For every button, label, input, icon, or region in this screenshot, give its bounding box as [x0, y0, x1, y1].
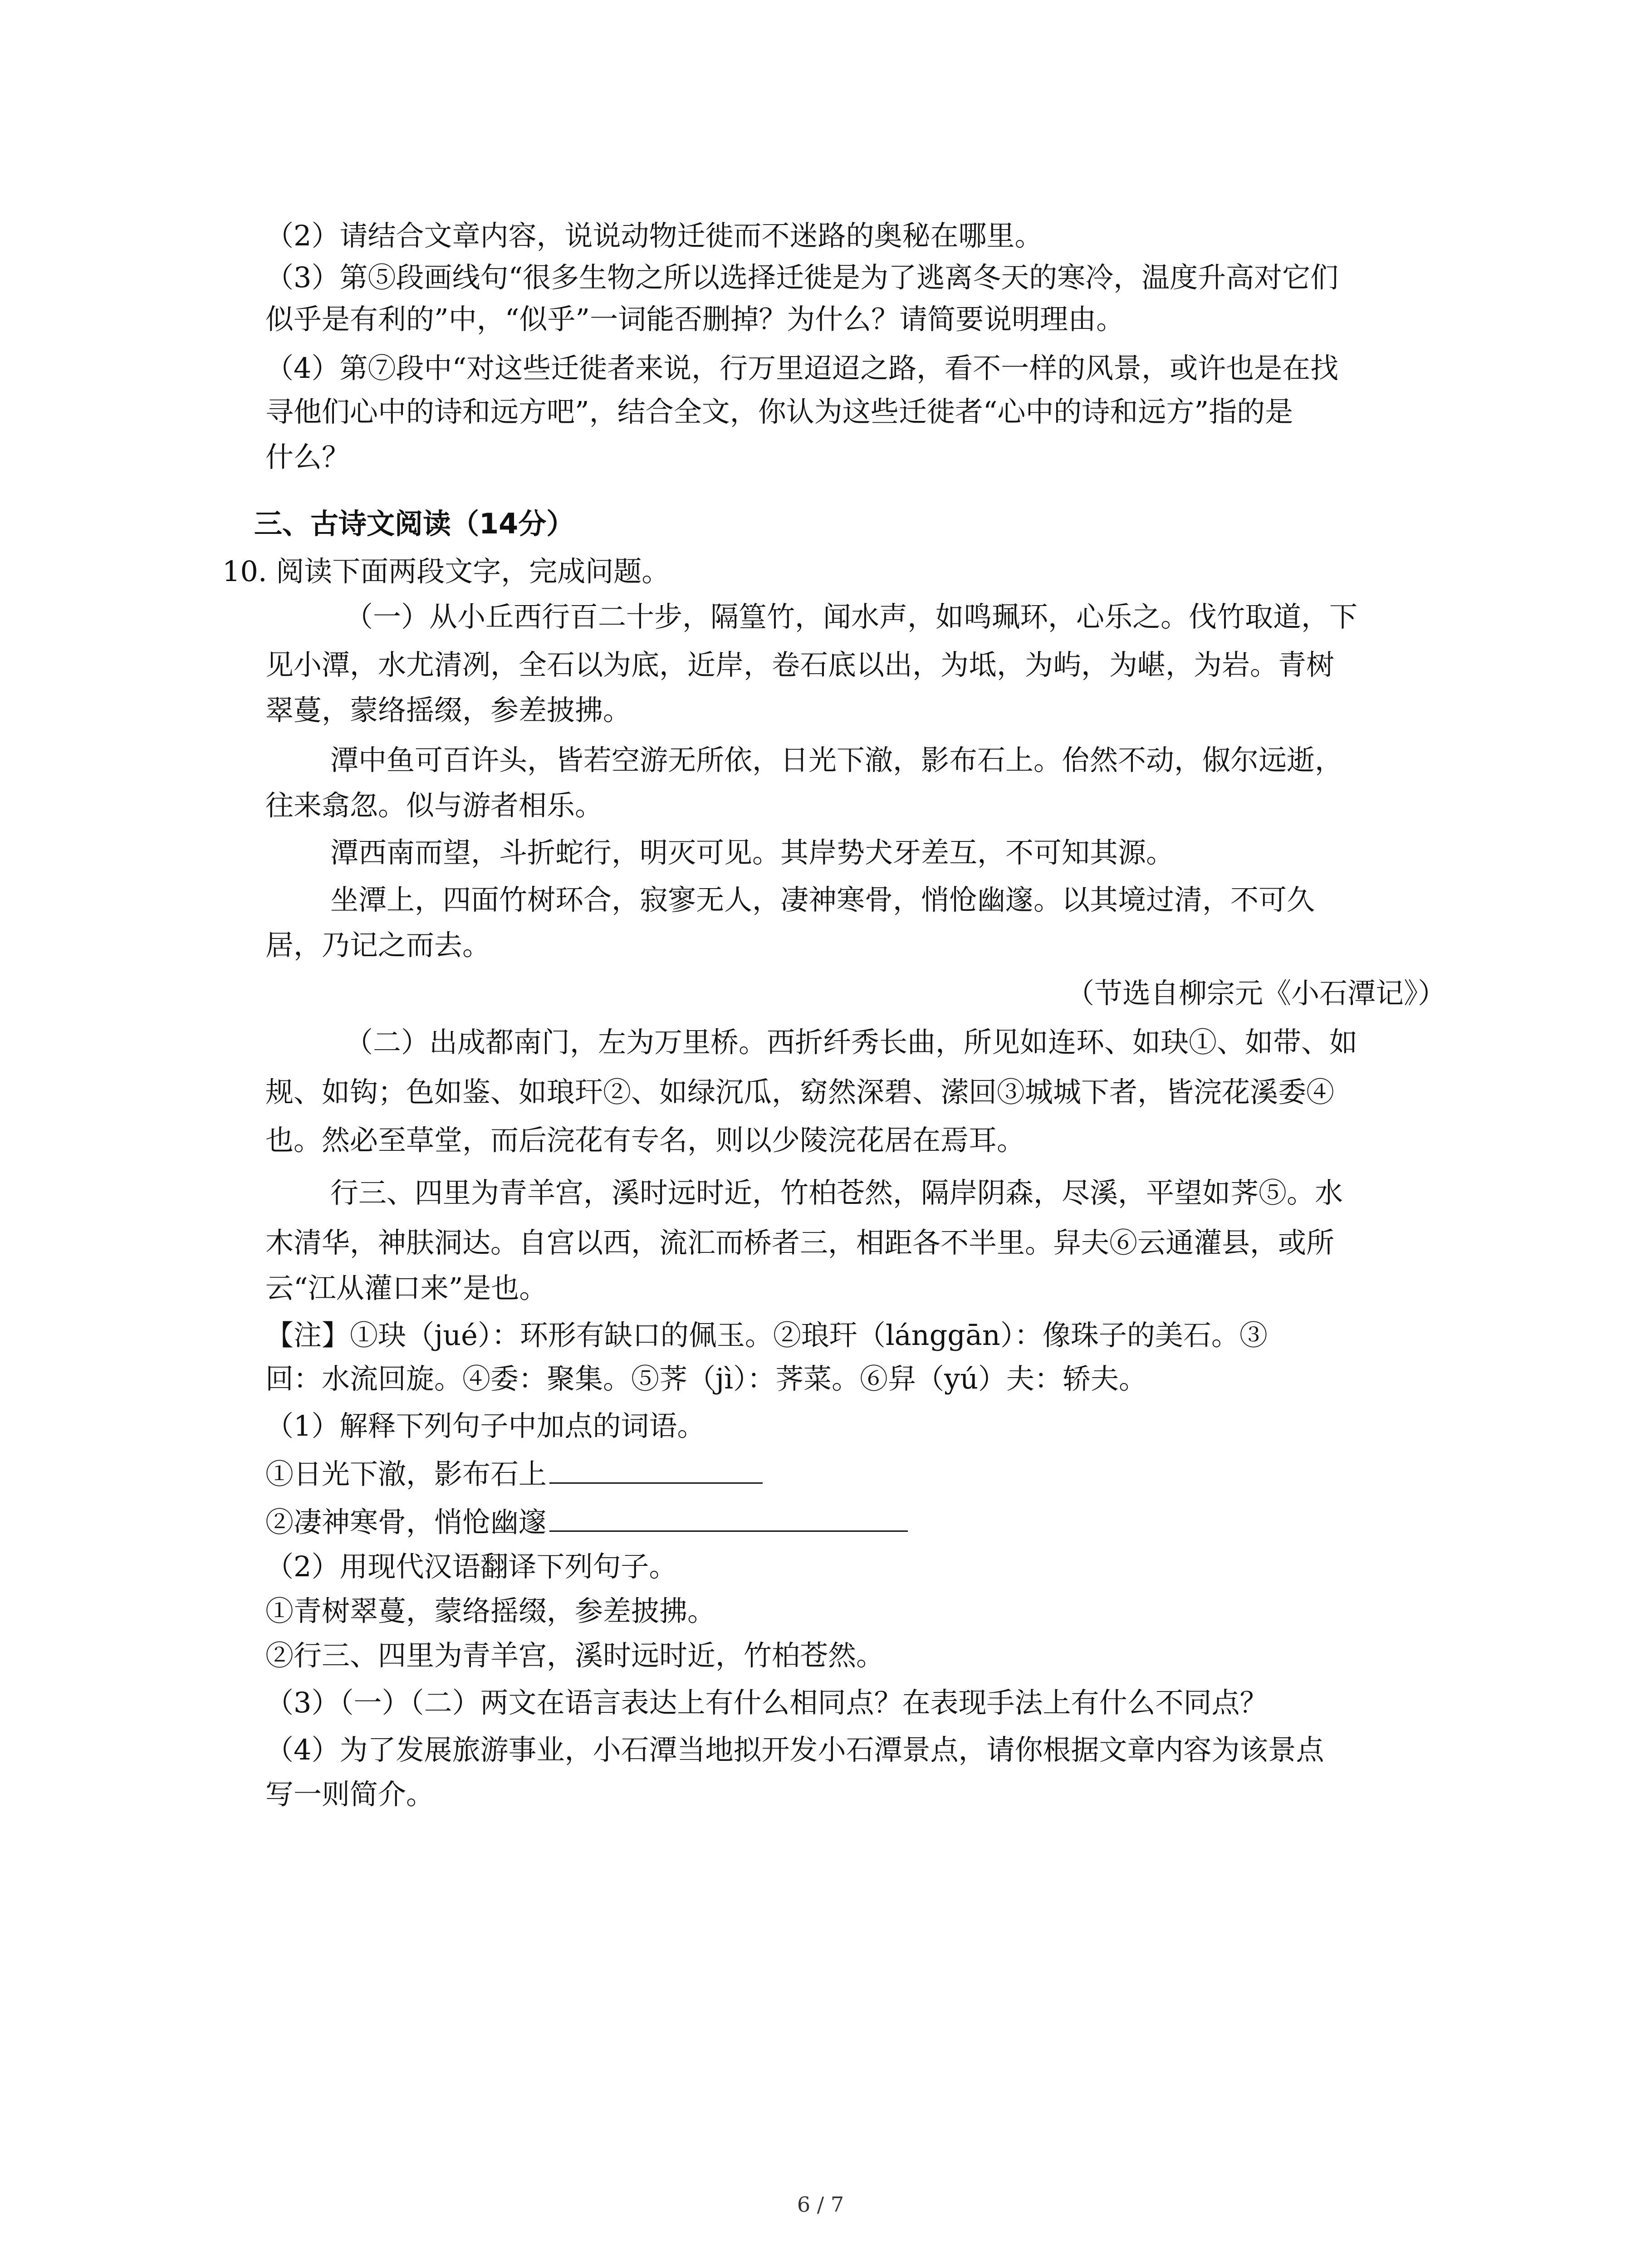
notes-line-1: 【注】①玦（jué）：环形有缺口的佩玉。②琅玕（lánggān）：像珠子的美石。③	[265, 1319, 1268, 1352]
question-10-prompt: 10. 阅读下面两段文字，完成问题。	[222, 555, 670, 588]
question-9-2: （2）请结合文章内容，说说动物迁徙而不迷路的奥秘在哪里。	[265, 219, 1043, 252]
question-10-2-item-2: ②行三、四里为青羊宫，溪时远时近，竹柏苍然。	[265, 1639, 885, 1672]
question-10-2-item-1: ①青树翠蔓，蒙络摇缀，参差披拂。	[265, 1594, 716, 1628]
question-9-4-line-2: 寻他们心中的诗和远方吧”，结合全文，你认为这些迁徙者“心中的诗和远方”指的是	[265, 395, 1293, 428]
question-9-3-line-2: 似乎是有利的”中，“似乎”一词能否删掉？为什么？请简要说明理由。	[265, 303, 1125, 336]
question-10-3: （3）（一）（二）两文在语言表达上有什么相同点？在表现手法上有什么不同点？	[265, 1686, 1268, 1719]
question-10-2: （2）用现代汉语翻译下列句子。	[265, 1550, 677, 1583]
page-number: 6 / 7	[797, 2192, 844, 2217]
question-10-1-item-1	[265, 1454, 763, 1491]
passage-1-source: （节选自柳宗元《小石潭记》）	[1066, 977, 1446, 1010]
question-10-4-line-1: （4）为了发展旅游事业，小石潭当地拟开发小石潭景点，请你根据文章内容为该景点	[265, 1733, 1324, 1766]
passage-2-line-5: 木清华，神肤洞达。自宫以西，流汇而桥者三，相距各不半里。舁夫⑥云通灌县，或所	[265, 1226, 1335, 1259]
passage-2-line-3: 也。然必至草堂，而后浣花有专名，则以少陵浣花居在焉耳。	[265, 1124, 1025, 1157]
passage-1-line-5: 往来翕忽。似与游者相乐。	[265, 789, 603, 822]
passage-1-line-4: 潭中鱼可百许头，皆若空游无所依，日光下澈，影布石上。佁然不动，俶尔远逝，	[330, 743, 1343, 777]
question-10-1-item-2	[265, 1502, 908, 1539]
question-10-4-line-2: 写一则简介。	[265, 1778, 435, 1811]
question-10-1: （1）解释下列句子中加点的词语。	[265, 1409, 705, 1442]
passage-1-line-6: 潭西南而望，斗折蛇行，明灭可见。其岸势犬牙差互，不可知其源。	[330, 836, 1175, 869]
passage-2-line-6: 云“江从灌口来”是也。	[265, 1271, 548, 1305]
question-9-4-line-1: （4）第⑦段中“对这些迁徙者来说，行万里迢迢之路，看不一样的风景，或许也是在找	[265, 352, 1339, 385]
passage-1-line-2: 见小潭，水尤清冽，全石以为底，近岸，卷石底以出，为坻，为屿，为嵁，为岩。青树	[265, 648, 1335, 681]
section-heading: 三、古诗文阅读（14分）	[254, 507, 575, 540]
passage-1-line-8: 居，乃记之而去。	[265, 929, 491, 962]
passage-2-line-4: 行三、四里为青羊宫，溪时远时近，竹柏苍然，隔岸阴森，尽溪，平望如荠⑤。水	[330, 1176, 1343, 1209]
notes-line-2: 回：水流回旋。④委：聚集。⑤荠（jì）：荠菜。⑥舁（yú）夫：轿夫。	[265, 1362, 1147, 1395]
answer-blank-2[interactable]	[549, 1502, 908, 1532]
passage-2-line-1: （二）出成都南门，左为万里桥。西折纤秀长曲，所见如连环、如玦①、如带、如	[345, 1026, 1358, 1059]
question-10-1-item-1-text: ①日光下澈，影布石上	[265, 1457, 547, 1491]
passage-1-line-1: （一）从小丘西行百二十步，隔篁竹，闻水声，如鸣珮环，心乐之。伐竹取道，下	[345, 600, 1358, 633]
passage-2-line-2: 规、如钩；色如鉴、如琅玕②、如绿沉瓜，窈然深碧、潆回③城城下者，皆浣花溪委④	[265, 1075, 1335, 1109]
question-10-1-item-2-text: ②凄神寒骨，悄怆幽邃	[265, 1505, 547, 1539]
passage-1-line-7: 坐潭上，四面竹树环合，寂寥无人，凄神寒骨，悄怆幽邃。以其境过清，不可久	[330, 883, 1315, 916]
answer-blank-1[interactable]	[549, 1454, 763, 1484]
question-9-3-line-1: （3）第⑤段画线句“很多生物之所以选择迁徙是为了逃离冬天的寒冷，温度升高对它们	[265, 261, 1339, 294]
question-9-4-line-3: 什么？	[265, 440, 350, 474]
passage-1-line-3: 翠蔓，蒙络摇缀，参差披拂。	[265, 694, 632, 727]
